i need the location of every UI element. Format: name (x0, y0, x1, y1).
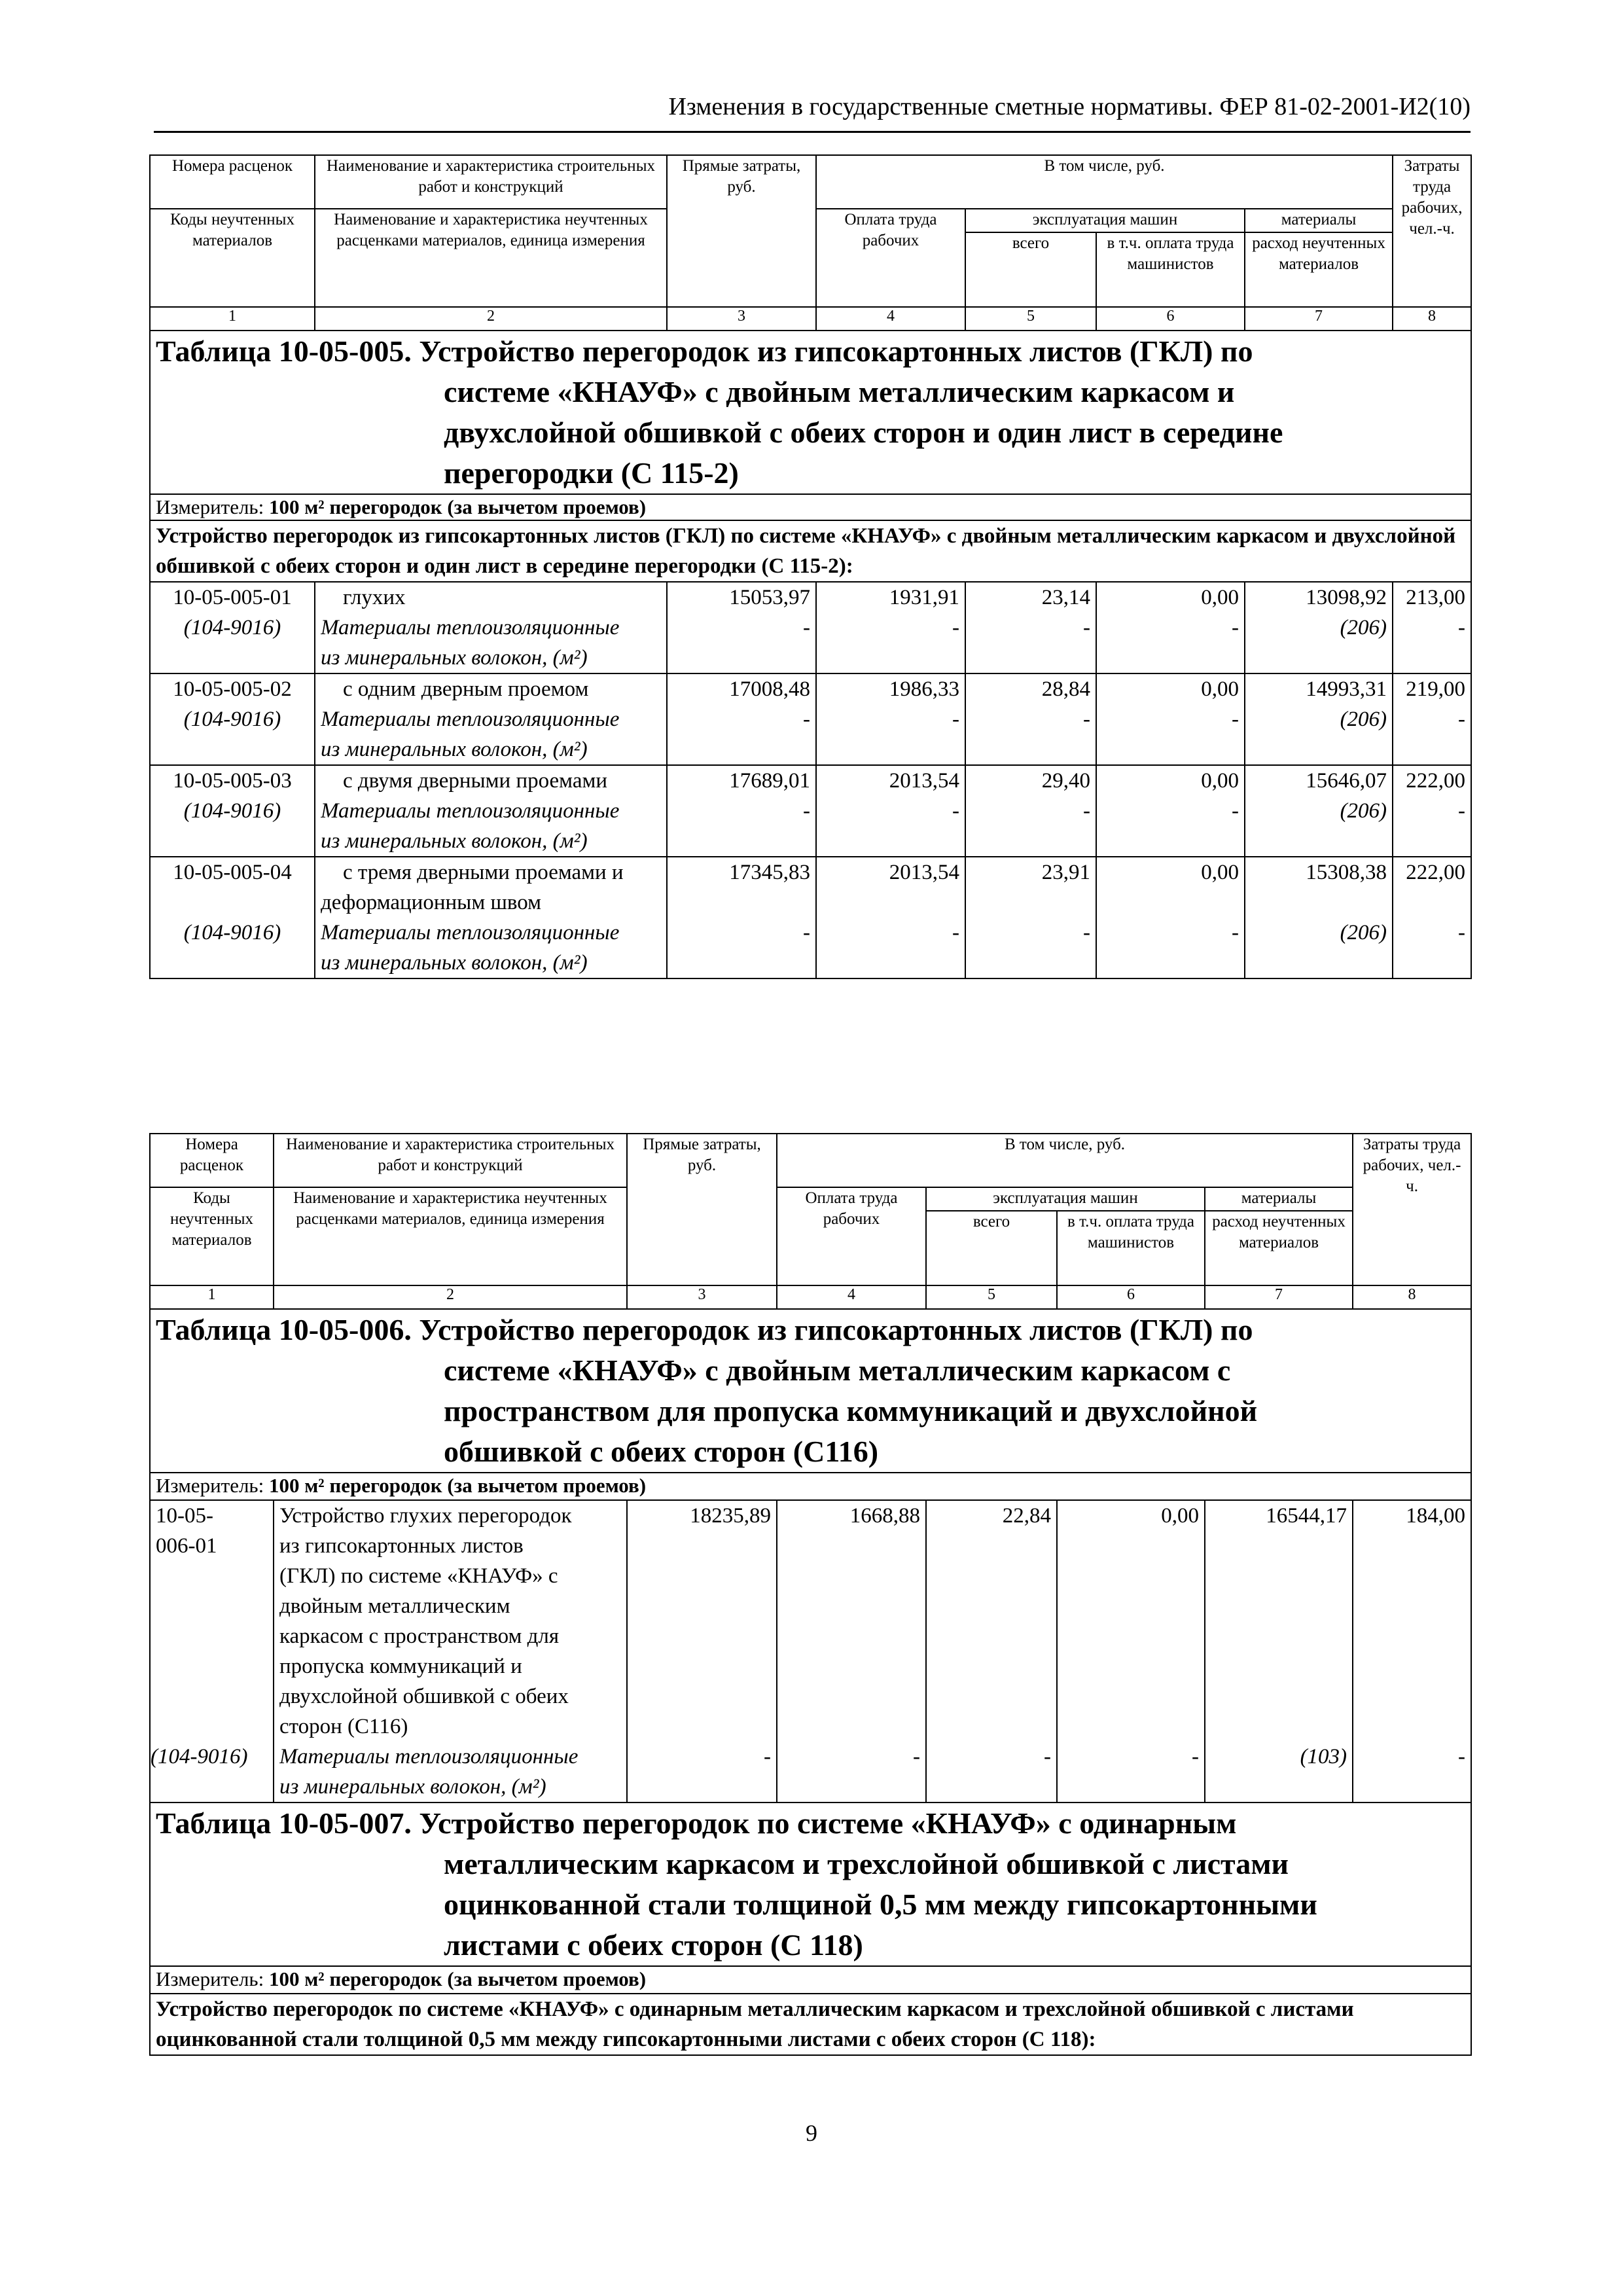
material-quantity: (206) (1340, 799, 1387, 823)
machines-cost: 28,84 (1041, 677, 1090, 701)
header-machines: эксплуатация машин (965, 209, 1245, 232)
work-name: из гипсокартонных листов (279, 1534, 524, 1558)
operators-cost: 0,00 (1161, 1504, 1199, 1528)
labor-hours: 219,00 (1406, 677, 1466, 701)
price-code-cell (150, 673, 315, 765)
operators-cost: 0,00 (1201, 769, 1239, 793)
labor-hours: 184,00 (1406, 1504, 1466, 1528)
material-name: из минеральных волокон, (м²) (321, 646, 588, 670)
table-title-line: перегородки (С 115-2) (444, 456, 739, 490)
labor-hours: 222,00 (1406, 769, 1466, 793)
header-col2-bottom: Наименование и характеристика неучтенных расценками материалов, единица измерения (274, 1187, 627, 1285)
dash: - (952, 799, 959, 823)
table-row (150, 1500, 1471, 1803)
section-description: Устройство перегородок по системе «КНАУФ» с одинарным металлическим каркасом и трехслойной обшивкой с листами оцинкованной стали толщиной 0,5 мм между гипсокартонными листами с обеих сторон (С 118): (150, 1994, 1471, 2055)
column-number: 6 (1096, 307, 1245, 331)
work-name: двойным металлическим (279, 1594, 510, 1618)
header-col8: Затраты труда рабочих, чел.-ч. (1393, 155, 1471, 307)
table-title-line: металлическим каркасом и трехслойной обшивкой с листами (444, 1847, 1289, 1880)
header-col4: Оплата труда рабочих (816, 209, 965, 307)
column-number: 1 (150, 1285, 274, 1309)
work-name: (ГКЛ) по системе «КНАУФ» с (279, 1564, 558, 1588)
machines-cost: 22,84 (1002, 1504, 1051, 1528)
header-col1-top: Номера расценок (150, 155, 315, 209)
materials-cost: 15646,07 (1306, 769, 1387, 793)
price-code-cell (150, 1500, 274, 1803)
header-col1-top: Номера расценок (150, 1134, 274, 1187)
material-code: (104-9016) (183, 921, 281, 944)
dash: - (1232, 921, 1239, 944)
labor-hours: 213,00 (1406, 586, 1466, 609)
material-name: Материалы теплоизоляционные (321, 799, 620, 823)
material-code: (104-9016) (183, 799, 281, 823)
running-header: Изменения в государственные сметные нормативы. ФЕР 81-02-2001-И2(10) (154, 90, 1471, 133)
name-cell (315, 765, 667, 857)
direct-cost: 17345,83 (729, 861, 810, 884)
machines-cost: 23,91 (1041, 861, 1090, 884)
material-code: (104-9016) (183, 708, 281, 731)
header-col8: Затраты труда рабочих, чел.-ч. (1353, 1134, 1471, 1285)
material-name: Материалы теплоизоляционные (321, 921, 620, 944)
name-cell (315, 582, 667, 673)
header-materials: материалы (1205, 1187, 1353, 1211)
header-group: В том числе, руб. (816, 155, 1393, 209)
unit-of-measure (150, 494, 1471, 520)
dash: - (1083, 708, 1090, 731)
dash: - (764, 1745, 771, 1768)
header-col3: Прямые затраты, руб. (667, 155, 816, 307)
table-title-line: Устройство перегородок по системе «КНАУФ» с одинарным (419, 1806, 1237, 1840)
column-number: 2 (274, 1285, 627, 1309)
labor-hours: 222,00 (1406, 861, 1466, 884)
labor-cost: 1931,91 (889, 586, 959, 609)
name-cell (315, 857, 667, 978)
dash: - (1083, 921, 1090, 944)
dash: - (1232, 616, 1239, 639)
material-name: из минеральных волокон, (м²) (279, 1775, 546, 1799)
material-name: из минеральных волокон, (м²) (321, 951, 588, 975)
materials-cost: 13098,92 (1306, 586, 1387, 609)
spacer (156, 888, 309, 918)
dash: - (952, 708, 959, 731)
labor-cost: 2013,54 (889, 769, 959, 793)
header-group: В том числе, руб. (777, 1134, 1353, 1187)
column-number: 1 (150, 307, 315, 331)
dash: - (1083, 799, 1090, 823)
column-number: 5 (926, 1285, 1057, 1309)
unit-value: 100 м² перегородок (за вычетом проемов) (268, 1967, 647, 1990)
table-title-line: Устройство перегородок из гипсокартонных листов (ГКЛ) по (419, 334, 1253, 368)
work-name: сторон (С116) (279, 1715, 408, 1738)
column-number: 7 (1245, 307, 1393, 331)
material-quantity: (103) (1300, 1745, 1347, 1768)
table-title (150, 1803, 1471, 1966)
column-number: 6 (1057, 1285, 1205, 1309)
material-name: из минеральных волокон, (м²) (321, 738, 588, 761)
column-number: 3 (627, 1285, 777, 1309)
header-col6: в т.ч. оплата труда машинистов (1096, 232, 1245, 307)
labor-cost: 2013,54 (889, 861, 959, 884)
materials-cost: 16544,17 (1266, 1504, 1347, 1528)
header-col1-bottom: Коды неучтенных материалов (150, 209, 315, 307)
work-name: двухслойной обшивкой с обеих (279, 1685, 569, 1708)
material-quantity: (206) (1340, 708, 1387, 731)
header-col5: всего (965, 232, 1096, 307)
dash: - (1458, 799, 1466, 823)
page-number: 9 (806, 2120, 817, 2146)
column-number: 2 (315, 307, 667, 331)
table-title-line: Устройство перегородок из гипсокартонных листов (ГКЛ) по (419, 1313, 1253, 1346)
header-col5: всего (926, 1211, 1057, 1285)
operators-cost: 0,00 (1201, 677, 1239, 701)
table-title (150, 331, 1471, 494)
header-machines: эксплуатация машин (926, 1187, 1205, 1211)
material-quantity: (206) (1340, 921, 1387, 944)
dash: - (803, 799, 810, 823)
unit-value: 100 м² перегородок (за вычетом проемов) (268, 495, 647, 518)
work-name: с двумя дверными проемами (343, 769, 608, 793)
table-title-line: листами с обеих сторон (С 118) (444, 1928, 863, 1962)
dash: - (803, 616, 810, 639)
table-row (150, 673, 1471, 765)
dash: - (1192, 1745, 1199, 1768)
column-number: 5 (965, 307, 1096, 331)
column-number: 3 (667, 307, 816, 331)
table-title-line: системе «КНАУФ» с двойным металлическим каркасом и (444, 375, 1235, 408)
dash: - (913, 1745, 920, 1768)
header-col3: Прямые затраты, руб. (627, 1134, 777, 1285)
dash: - (1458, 921, 1466, 944)
work-name: пропуска коммуникаций и (279, 1655, 522, 1678)
price-code: 10-05-005-02 (173, 677, 292, 701)
dash: - (1232, 799, 1239, 823)
machines-cost: 23,14 (1041, 586, 1090, 609)
work-name: с тремя дверными проемами и (343, 861, 624, 884)
labor-cost: 1668,88 (849, 1504, 920, 1528)
header-col7: расход неучтенных материалов (1245, 232, 1393, 307)
dash: - (952, 921, 959, 944)
price-code: 10-05-005-03 (173, 769, 292, 793)
material-code: (104-9016) (183, 616, 281, 639)
column-number: 4 (777, 1285, 926, 1309)
price-code: 10-05-005-04 (173, 861, 292, 884)
price-code: 006-01 (156, 1534, 217, 1558)
table-title-prefix: Таблица 10-05-005. (156, 334, 412, 368)
dash: - (803, 708, 810, 731)
price-code-cell (150, 857, 315, 978)
table-title-line: пространством для пропуска коммуникаций и двухслойной (444, 1394, 1258, 1427)
operators-cost: 0,00 (1201, 861, 1239, 884)
header-col6: в т.ч. оплата труда машинистов (1057, 1211, 1205, 1285)
work-name-continued: деформационным швом (321, 891, 541, 914)
material-name: Материалы теплоизоляционные (321, 708, 620, 731)
labor-cost: 1986,33 (889, 677, 959, 701)
dash: - (1458, 616, 1466, 639)
work-name: Устройство глухих перегородок (279, 1504, 572, 1528)
machines-cost: 29,40 (1041, 769, 1090, 793)
material-code: (104-9016) (151, 1745, 248, 1768)
direct-cost: 18235,89 (690, 1504, 771, 1528)
direct-cost: 17689,01 (729, 769, 810, 793)
price-code-cell (150, 765, 315, 857)
dash: - (1458, 708, 1466, 731)
price-code-cell (150, 582, 315, 673)
direct-cost: 15053,97 (729, 586, 810, 609)
column-number: 8 (1353, 1285, 1471, 1309)
dash: - (1458, 1745, 1466, 1768)
column-number: 7 (1205, 1285, 1353, 1309)
unit-value: 100 м² перегородок (за вычетом проемов) (268, 1474, 647, 1497)
table-title-line: системе «КНАУФ» с двойным металлическим каркасом с (444, 1354, 1231, 1387)
price-code: 10-05-005-01 (173, 586, 292, 609)
work-name: глухих (343, 586, 406, 609)
table-title-line: двухслойной обшивкой с обеих сторон и один лист в середине (444, 416, 1283, 449)
estimate-table-10-05-006-007 (149, 1133, 1472, 2056)
table-title-line: оцинкованной стали толщиной 0,5 мм между гипсокартонными (444, 1888, 1317, 1921)
column-number: 8 (1393, 307, 1471, 331)
material-name: Материалы теплоизоляционные (279, 1745, 579, 1768)
name-cell (274, 1500, 627, 1803)
header-col2-bottom: Наименование и характеристика неучтенных расценками материалов, единица измерения (315, 209, 667, 307)
table-title-prefix: Таблица 10-05-007. (156, 1806, 412, 1840)
dash: - (1232, 708, 1239, 731)
section-description: Устройство перегородок из гипсокартонных листов (ГКЛ) по системе «КНАУФ» с двойным металлическим каркасом и двухслойной обшивкой с обеих сторон и один лист в середине перегородки (С 115-2): (150, 520, 1471, 582)
estimate-table-10-05-005 (149, 154, 1472, 979)
dash: - (1083, 616, 1090, 639)
table-title (150, 1309, 1471, 1473)
dash: - (1044, 1745, 1051, 1768)
material-name: из минеральных волокон, (м²) (321, 829, 588, 853)
column-number: 4 (816, 307, 965, 331)
table-row (150, 765, 1471, 857)
header-col4: Оплата труда рабочих (777, 1187, 926, 1285)
price-code: 10-05- (156, 1504, 213, 1528)
table-title-line: обшивкой с обеих сторон (С116) (444, 1435, 879, 1468)
table-row (150, 582, 1471, 673)
materials-cost: 15308,38 (1306, 861, 1387, 884)
header-col2-top: Наименование и характеристика строительных работ и конструкций (274, 1134, 627, 1187)
header-col2-top: Наименование и характеристика строительных работ и конструкций (315, 155, 667, 209)
material-quantity: (206) (1340, 616, 1387, 639)
unit-of-measure (150, 1473, 1471, 1500)
unit-label: Измеритель: (156, 1474, 264, 1497)
unit-label: Измеритель: (156, 1967, 264, 1990)
direct-cost: 17008,48 (729, 677, 810, 701)
header-col1-bottom: Коды неучтенных материалов (150, 1187, 274, 1285)
unit-of-measure (150, 1966, 1471, 1994)
dash: - (803, 921, 810, 944)
work-name: с одним дверным проемом (343, 677, 589, 701)
materials-cost: 14993,31 (1306, 677, 1387, 701)
header-col7: расход неучтенных материалов (1205, 1211, 1353, 1285)
work-name: каркасом с пространством для (279, 1624, 560, 1648)
table-title-prefix: Таблица 10-05-006. (156, 1313, 412, 1346)
unit-label: Измеритель: (156, 495, 264, 518)
dash: - (952, 616, 959, 639)
material-name: Материалы теплоизоляционные (321, 616, 620, 639)
operators-cost: 0,00 (1201, 586, 1239, 609)
name-cell (315, 673, 667, 765)
table-row (150, 857, 1471, 978)
header-materials: материалы (1245, 209, 1393, 232)
